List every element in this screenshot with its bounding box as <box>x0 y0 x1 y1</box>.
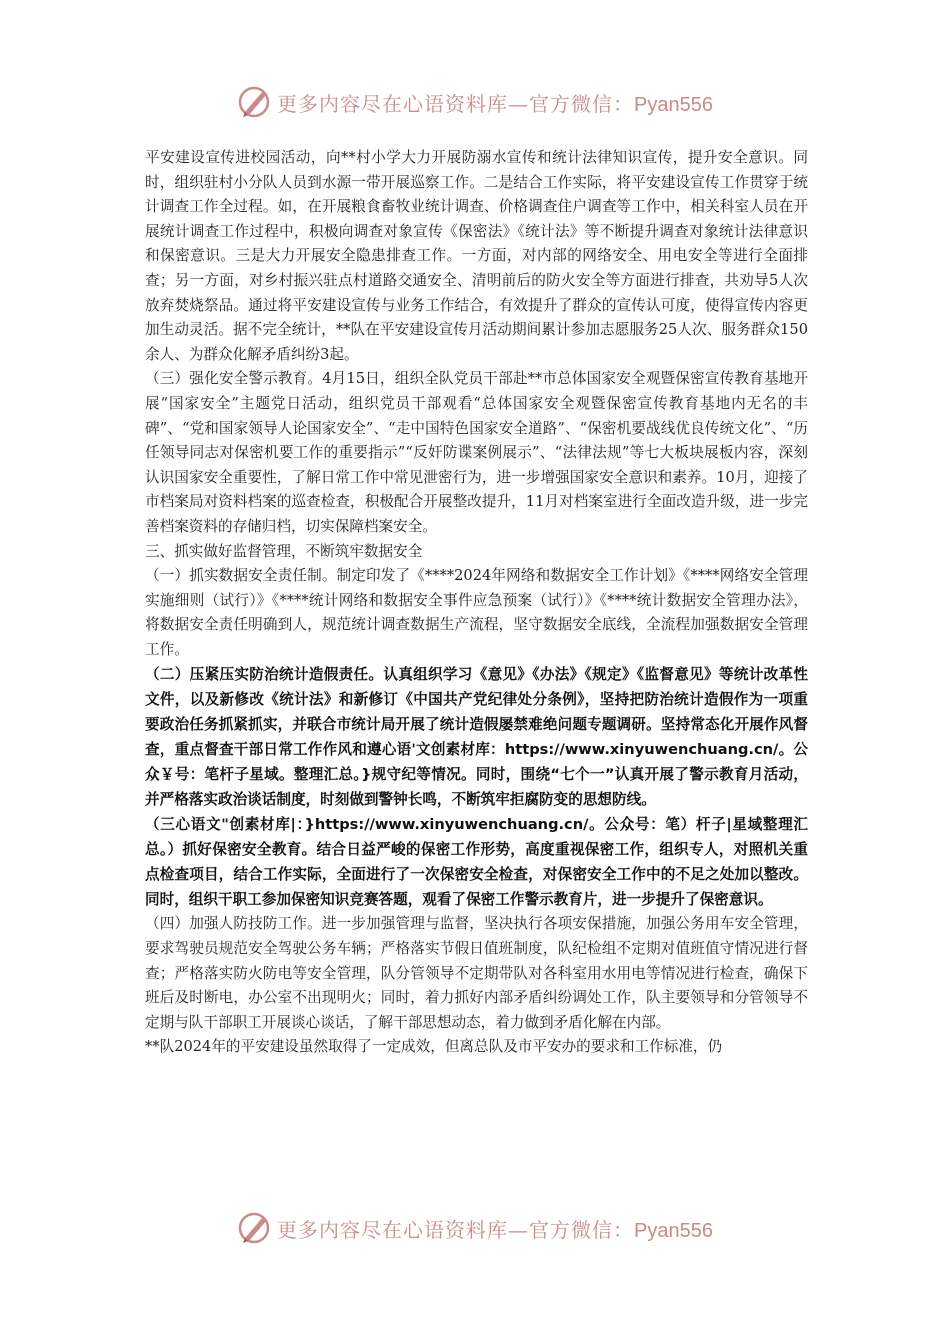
paragraph: **队2024年的平安建设虽然取得了一定成效，但离总队及市平安办的要求和工作标准，仍 <box>145 1038 723 1056</box>
paragraph: （四）加强人防技防工作。进一步加强管理与监督，坚决执行各项安保措施，加强公务用车安全管理，要求驾驶员规范安全驾驶公务车辆；严格落实节假日值班制度，队纪检组不定期对值班值守情况进行督查；严格落实防火防电等安全管理，队分管领导不定期带队对各科室用水用电等情况进行检查，确保下班后及时断电，办公室不出现明火；同时，着力抓好内部矛盾纠纷调处工作，队主要领导和分管领导不定期与队干部职工开展谈心谈话，了解干部思想动态，着力做到矛盾化解在内部。 <box>145 915 808 1031</box>
banner-label: 更多内容尽在心语资料库—官方微信： <box>277 91 635 116</box>
banner-wechat-id: Pyan556 <box>634 1219 713 1242</box>
paragraph: （一）抓实数据安全责任制。制定印发了《****2024年网络和数据安全工作计划》《****网络安全管理实施细则（试行）》《****统计网络和数据安全事件应急预案（试行）》《****统计数据安全管理办法》，将数据安全责任明确到人，规范统计调查数据生产流程，坚守数据安全底线，全流程加强数据安全管理工作。 <box>145 567 808 658</box>
paragraph-bold: （三心语文"创素材库|：}https://www.xinyuwenchuang.cn/。公众号：笔）杆子|星域整理汇总。）抓好保密安全教育。结合日益严峻的保密工作形势，高度重视保密工作，组织专人，对照机关重点检查项目，结合工作实际，全面进行了一次保密安全检查，对保密安全工作中的不足之处加以整改。同时，组织干职工参加保密知识竞赛答题，观看了保密工作警示教育片，进一步提升了保密意识。 <box>145 816 808 909</box>
banner-text <box>277 88 713 117</box>
pen-logo-icon <box>237 1210 273 1246</box>
banner-text <box>277 1214 713 1243</box>
pen-logo-icon <box>237 84 273 120</box>
footer-banner <box>0 1208 950 1248</box>
paragraph: （三）强化安全警示教育。4月15日，组织全队党员干部赴**市总体国家安全观暨保密宣传教育基地开展“国家安全”主题党日活动，组织党员干部观看“总体国家安全观暨保密宣传教育基地内无名的丰碑”、“党和国家领导人论国家安全”、“走中国特色国家安全道路”、“保密机要战线优良传统文化”、“历任领导同志对保密机要工作的重要指示”“反奸防谍案例展示”、“法律法规”等七大板块展板内容，深刻认识国家安全重要性，了解日常工作中常见泄密行为，进一步增强国家安全意识和素养。10月，迎接了市档案局对资料档案的巡查检查，积极配合开展整改提升，11月对档案室进行全面改造升级，进一步完善档案资料的存储归档，切实保障档案安全。 <box>145 370 808 535</box>
banner-wechat-id: Pyan556 <box>634 93 713 116</box>
banner-label: 更多内容尽在心语资料库—官方微信： <box>277 1217 635 1242</box>
paragraph-bold: （二）压紧压实防治统计造假责任。认真组织学习《意见》《办法》《规定》《监督意见》等统计改革性文件，以及新修改《统计法》和新修订《中国共产党纪律处分条例》，坚持把防治统计造假作为一项重要政治任务抓紧抓实，并联合市统计局开展了统计造假屡禁难绝问题专题调研。坚持常态化开展作风督查，重点督查干部日常工作作风和遵心语'文创素材库：https://www.xinyuwenchuang.cn/。公众￥号：笔杆子星域。整理汇总。}规守纪等情况。同时，围绕“七个一”认真开展了警示教育月活动，并严格落实政治谈话制度，时刻做到警钟长鸣，不断筑牢拒腐防变的思想防线。 <box>145 666 808 809</box>
paragraph: 平安建设宣传进校园活动，向**村小学大力开展防溺水宣传和统计法律知识宣传，提升安全意识。同时，组织驻村小分队人员到水源一带开展巡察工作。二是结合工作实际，将平安建设宣传工作贯穿于统计调查工作全过程。如，在开展粮食畜牧业统计调查、价格调查住户调查等工作中，相关科室人员在开展统计调查工作过程中，积极向调查对象宣传《保密法》《统计法》等不断提升调查对象统计法律意识和保密意识。三是大力开展安全隐患排查工作。一方面，对内部的网络安全、用电安全等进行全面排查；另一方面，对乡村振兴驻点村道路交通安全、清明前后的防火安全等方面进行排查，共劝导5人次放弃焚烧祭品。通过将平安建设宣传与业务工作结合，有效提升了群众的宣传认可度，使得宣传内容更加生动灵活。据不完全统计，**队在平安建设宣传月活动期间累计参加志愿服务25人次、服务群众150余人、为群众化解矛盾纠纷3起。 <box>145 149 808 363</box>
section-heading: 三、抓实做好监督管理，不断筑牢数据安全 <box>145 542 423 560</box>
document-body <box>145 146 808 1060</box>
header-banner <box>0 82 950 122</box>
